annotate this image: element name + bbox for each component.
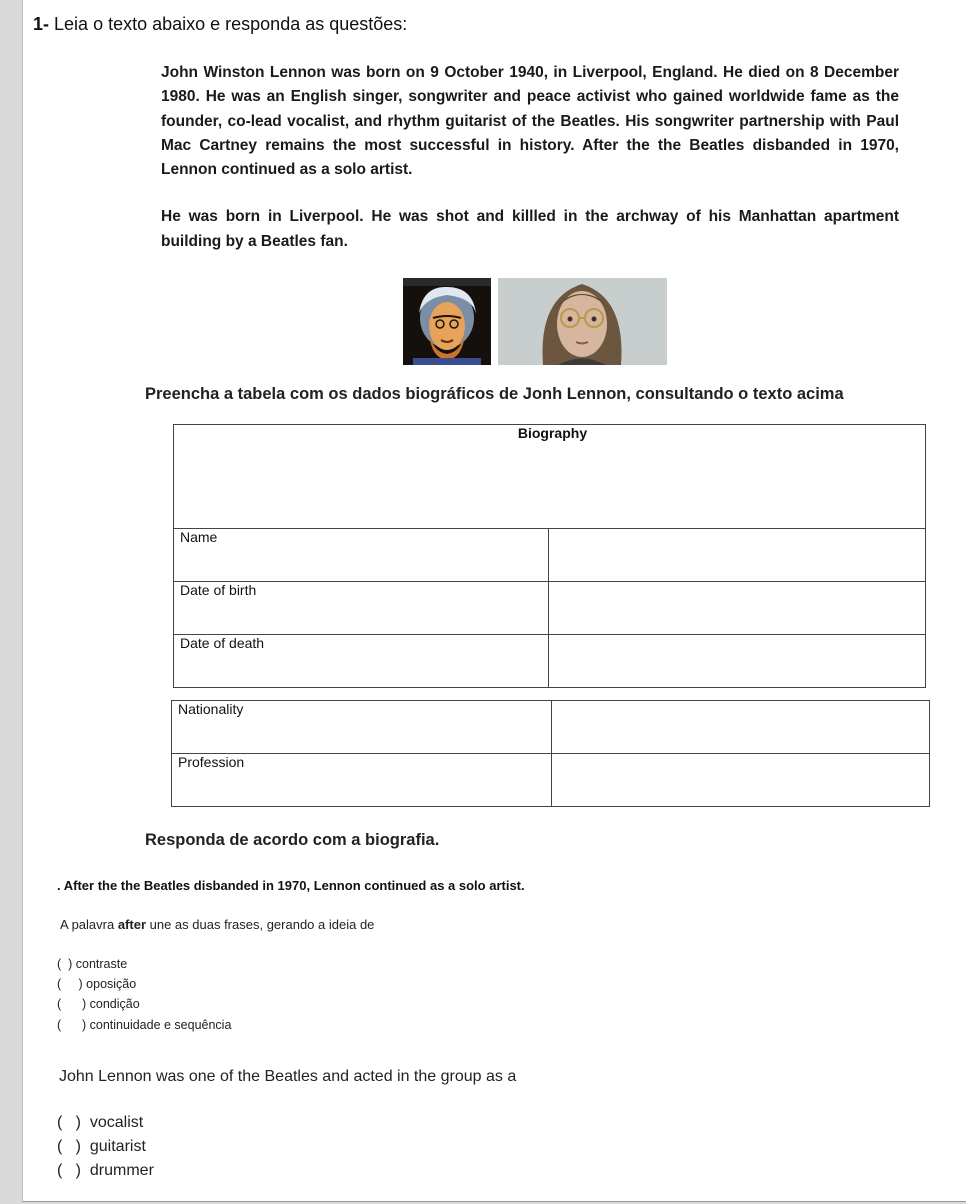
option-drummer[interactable]: ( ) drummer (57, 1162, 154, 1179)
biography-table-continued (171, 700, 930, 807)
answer-cell-date-of-death[interactable] (549, 635, 926, 688)
biography-table-header: Biography (174, 425, 926, 529)
biography-passage (161, 61, 899, 254)
row-label-profession: Profession (172, 754, 552, 807)
table-row (172, 754, 930, 807)
lennon-portrait-photo (498, 278, 667, 365)
row-label-date-of-birth: Date of birth (174, 582, 549, 635)
question-1-sentence: . After the the Beatles disbanded in 1970, Lennon continued as a solo artist. (57, 878, 525, 893)
answer-cell-name[interactable] (549, 529, 926, 582)
option-continuidade[interactable]: ( ) continuidade e sequência (57, 1018, 232, 1032)
exercise-heading (33, 14, 407, 35)
exercise-instruction: Leia o texto abaixo e responda as questões: (54, 14, 408, 34)
answer-cell-profession[interactable] (552, 754, 930, 807)
lennon-album-cover-image (403, 278, 491, 365)
row-label-nationality: Nationality (172, 701, 552, 754)
worksheet-page (22, 0, 966, 1202)
option-vocalist[interactable]: ( ) vocalist (57, 1114, 144, 1131)
exercise-number: 1- (33, 14, 50, 34)
question-2-prompt: John Lennon was one of the Beatles and acted in the group as a (59, 1068, 517, 1085)
row-label-date-of-death: Date of death (174, 635, 549, 688)
passage-paragraph-2: He was born in Liverpool. He was shot and killled in the archway of his Manhattan apartment building by a Beatles fan. (161, 208, 899, 250)
option-guitarist[interactable]: ( ) guitarist (57, 1138, 146, 1155)
table-row (174, 635, 926, 688)
question-1-prompt (60, 917, 374, 932)
answer-cell-nationality[interactable] (552, 701, 930, 754)
table-instruction: Preencha a tabela com os dados biográficos de Jonh Lennon, consultando o texto acima (145, 385, 844, 403)
biography-table-header-row (174, 425, 926, 529)
option-contraste[interactable]: ( ) contraste (57, 957, 128, 971)
option-condicao[interactable]: ( ) condição (57, 997, 140, 1011)
question-1-prompt-suffix: une as duas frases, gerando a ideia de (146, 917, 375, 932)
biography-table (173, 424, 926, 688)
question-1-keyword: after (117, 917, 147, 932)
row-label-name: Name (174, 529, 549, 582)
table-row (174, 582, 926, 635)
respond-heading: Responda de acordo com a biografia. (145, 831, 440, 849)
option-oposicao[interactable]: ( ) oposição (57, 977, 137, 991)
answer-cell-date-of-birth[interactable] (549, 582, 926, 635)
passage-paragraph-1: John Winston Lennon was born on 9 October 1940, in Liverpool, England. He died on 8 December 1980. He was an English singer, songwriter and peace activist who gained worldwide fame as the founder, co-lead vocalist, and rhythm guitarist of the Beatles. His songwriter partnership with Paul Mac Cartney remains the most successful in history. After the the Beatles disbanded in 1970, Lennon continued as a solo artist. (161, 64, 899, 179)
table-row (174, 529, 926, 582)
table-row (172, 701, 930, 754)
question-1-prompt-prefix: A palavra (60, 917, 118, 932)
